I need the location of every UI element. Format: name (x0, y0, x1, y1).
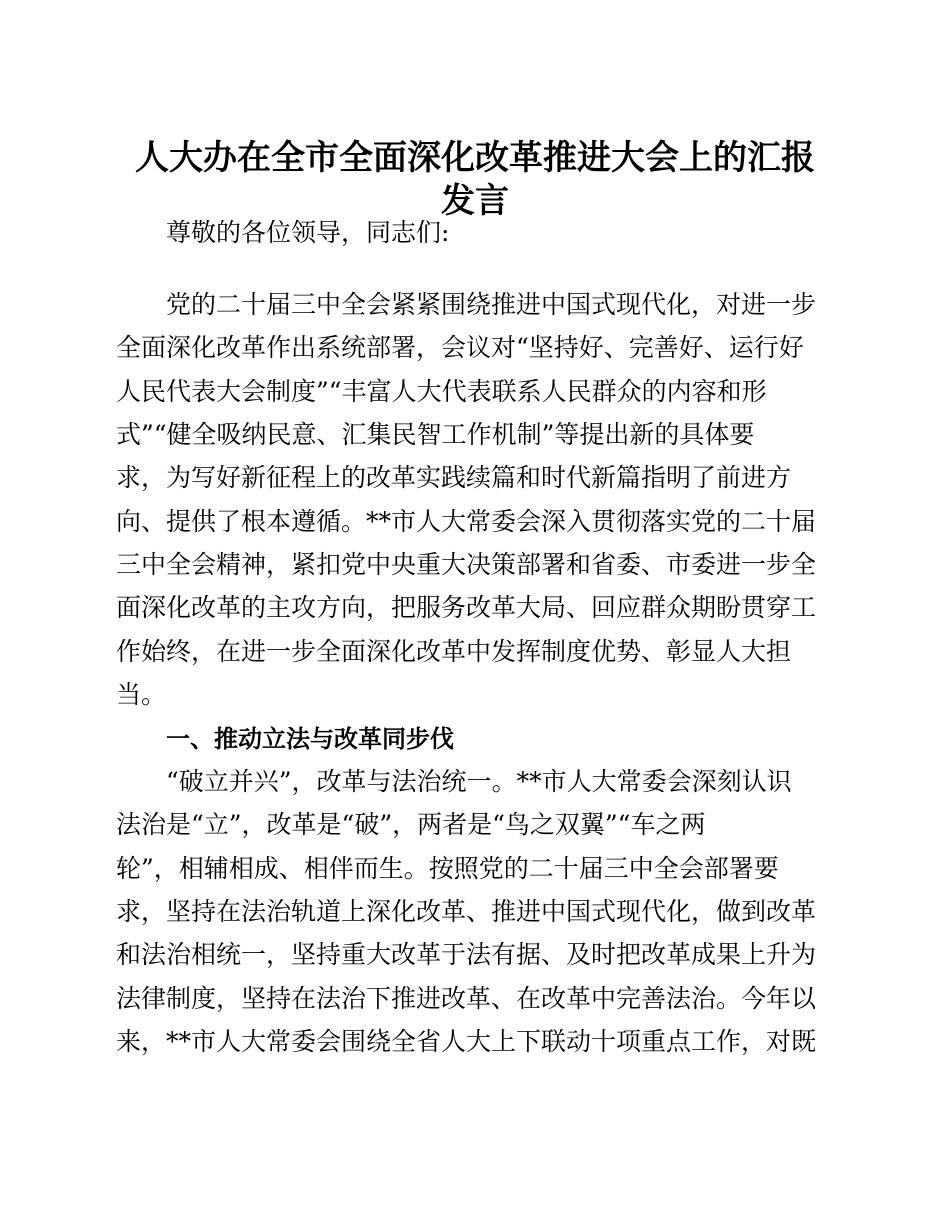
paragraph-1-line: 作始终，在进一步全面深化改革中发挥制度优势、彰显人大担 (116, 637, 792, 666)
section-1-heading: 一、推动立法与改革同步伐 (166, 725, 454, 753)
paragraph-1-line: 向、提供了根本遵循。**市人大常委会深入贯彻落实党的二十届 (116, 507, 816, 536)
paragraph-2-line: 求，坚持在法治轨道上深化改革、推进中国式现代化，做到改革 (116, 897, 816, 926)
paragraph-1-line: 当。 (116, 680, 167, 709)
paragraph-2-line: 来，**市人大常委会围绕全省人大上下联动十项重点工作，对既 (116, 1027, 816, 1056)
paragraph-1-line: 全面深化改革作出系统部署，会议对“坚持好、完善好、运行好 (116, 333, 804, 362)
paragraph-1-line: 面深化改革的主攻方向，把服务改革大局、回应群众期盼贯穿工 (116, 593, 816, 622)
paragraph-2-line: 轮”，相辅相成、相伴而生。按照党的二十届三中全会部署要 (116, 854, 779, 883)
document-title-line-1: 人大办在全市全面深化改革推进大会上的汇报 (135, 138, 815, 178)
paragraph-1-line: 求，为写好新征程上的改革实践续篇和时代新篇指明了前进方 (116, 463, 792, 492)
paragraph-2-line: 和法治相统一，坚持重大改革于法有据、及时把改革成果上升为 (116, 940, 816, 969)
paragraph-2-line: “破立并兴”，改革与法治统一。**市人大常委会深刻认识 (166, 767, 792, 796)
salutation: 尊敬的各位领导，同志们: (166, 218, 450, 247)
paragraph-1-line: 三中全会精神，紧扣党中央重大决策部署和省委、市委进一步全 (116, 550, 816, 579)
paragraph-2-line: 法治是“立”，改革是“破”，两者是“鸟之双翼”“车之两 (116, 810, 706, 839)
paragraph-2-line: 法律制度，坚持在法治下推进改革、在改革中完善法治。今年以 (116, 984, 816, 1013)
paragraph-1-line: 党的二十届三中全会紧紧围绕推进中国式现代化，对进一步 (166, 290, 816, 319)
document-title-line-2: 发言 (441, 181, 509, 221)
paragraph-1-line: 式”“健全吸纳民意、汇集民智工作机制”等提出新的具体要 (116, 420, 755, 449)
paragraph-1-line: 人民代表大会制度”“丰富人大代表联系人民群众的内容和形 (116, 377, 767, 406)
